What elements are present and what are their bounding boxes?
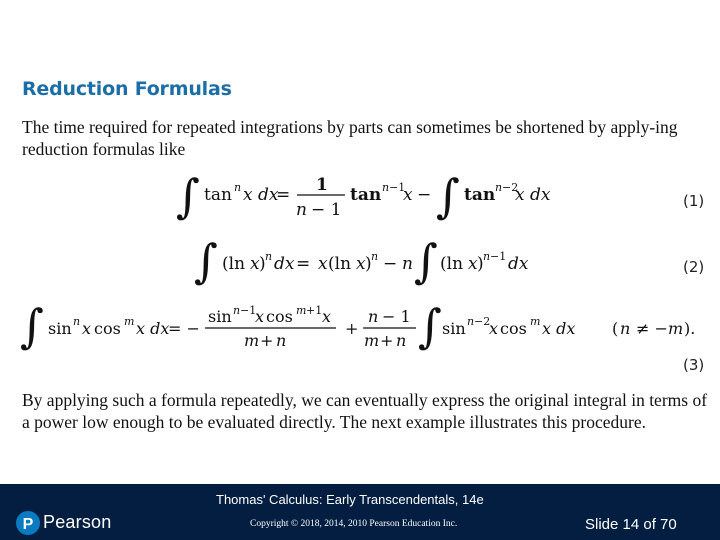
svg-text:tan: tan xyxy=(350,185,382,205)
svg-text:∫: ∫ xyxy=(194,234,218,288)
svg-text:−: − xyxy=(417,185,432,205)
svg-text:x dx: x dx xyxy=(243,185,279,205)
svg-text:≠ −: ≠ − xyxy=(636,319,668,338)
svg-text:n: n xyxy=(396,331,407,350)
svg-text:∫: ∫ xyxy=(418,300,442,353)
svg-text:−1: −1 xyxy=(490,250,507,263)
svg-text:n: n xyxy=(467,315,475,328)
svg-text:n: n xyxy=(371,250,379,263)
svg-text:): ) xyxy=(477,254,484,274)
svg-text:cos: cos xyxy=(266,307,293,326)
equation-2-render xyxy=(0,233,720,293)
intro-paragraph: The time required for repeated integrations by parts can sometimes be shortened by apply-ing reduction formulas like xyxy=(22,117,678,159)
svg-text:cos: cos xyxy=(500,319,527,338)
svg-text:sin: sin xyxy=(442,319,466,338)
svg-text:m: m xyxy=(668,319,684,338)
footer-copyright: Copyright © 2018, 2014, 2010 Pearson Education Inc. xyxy=(250,519,458,529)
svg-text:n: n xyxy=(276,331,287,350)
svg-text:x: x xyxy=(250,254,260,274)
svg-text:n: n xyxy=(233,304,241,317)
svg-text:1: 1 xyxy=(316,175,328,195)
svg-text:x dx: x dx xyxy=(136,319,170,338)
svg-text:x: x xyxy=(489,319,499,338)
slide-number: Slide 14 of 70 xyxy=(585,516,677,533)
svg-text:x: x xyxy=(356,254,366,274)
svg-text:n: n xyxy=(483,250,491,263)
svg-text:−1: −1 xyxy=(240,304,257,317)
svg-text:(ln: (ln xyxy=(328,254,352,274)
svg-text:− 1: − 1 xyxy=(311,200,342,220)
svg-text:n: n xyxy=(620,319,631,338)
svg-text:m: m xyxy=(124,315,135,328)
equation-3 xyxy=(0,300,720,374)
equation-3-render xyxy=(0,300,720,360)
slide-heading: Reduction Formulas xyxy=(22,78,232,100)
equation-1 xyxy=(0,170,720,230)
svg-text:x: x xyxy=(255,307,265,326)
svg-text:= −: = − xyxy=(168,319,200,338)
svg-text:n: n xyxy=(265,250,273,263)
svg-text:+: + xyxy=(260,331,274,350)
equation-3-tag: (3) xyxy=(683,356,705,374)
equation-1-tag: (1) xyxy=(683,192,705,210)
svg-text:x: x xyxy=(318,254,328,274)
pearson-logo-text: Pearson xyxy=(43,512,112,532)
svg-text:n: n xyxy=(382,181,390,194)
svg-text:cos: cos xyxy=(94,319,121,338)
svg-text:sin: sin xyxy=(208,307,232,326)
svg-text:m: m xyxy=(530,315,541,328)
svg-text:x: x xyxy=(82,319,92,338)
footer-book-title: Thomas' Calculus: Early Transcendentals, 14e xyxy=(216,492,484,507)
svg-text:=: = xyxy=(276,185,291,205)
svg-text:).: ). xyxy=(684,319,696,338)
svg-text:sin: sin xyxy=(48,319,72,338)
svg-text:(ln: (ln xyxy=(440,254,464,274)
svg-text:−: − xyxy=(383,254,398,274)
svg-text:dx: dx xyxy=(274,254,295,274)
svg-text:−2: −2 xyxy=(502,181,519,194)
svg-text:): ) xyxy=(365,254,372,274)
svg-text:∫: ∫ xyxy=(436,170,460,223)
svg-text:n: n xyxy=(234,181,242,194)
svg-text:∫: ∫ xyxy=(414,234,438,288)
svg-text:x dx: x dx xyxy=(515,185,551,205)
svg-text:−1: −1 xyxy=(389,181,406,194)
svg-text:x: x xyxy=(403,185,413,205)
svg-text:): ) xyxy=(259,254,266,274)
svg-text:m: m xyxy=(244,331,260,350)
closing-paragraph: By applying such a formula repeatedly, we can eventually express the original integral in terms of a power low enough to be evaluated directly. The next example illustrates this procedure. xyxy=(22,390,708,432)
svg-text:tan: tan xyxy=(464,185,496,205)
equation-1-render xyxy=(0,170,720,230)
svg-text:− 1: − 1 xyxy=(382,307,411,326)
svg-text:m: m xyxy=(364,331,380,350)
svg-text:−2: −2 xyxy=(474,315,491,328)
svg-text:∫: ∫ xyxy=(176,170,200,223)
svg-text:x: x xyxy=(322,307,332,326)
svg-text:x: x xyxy=(468,254,478,274)
equation-2-tag: (2) xyxy=(683,258,705,276)
pearson-logo-icon xyxy=(16,511,40,535)
svg-text:n: n xyxy=(368,307,379,326)
svg-text:x dx: x dx xyxy=(542,319,576,338)
svg-text:dx: dx xyxy=(508,254,529,274)
footer-bar xyxy=(0,484,720,540)
svg-text:=: = xyxy=(296,254,311,274)
svg-text:(ln: (ln xyxy=(222,254,246,274)
svg-text:P: P xyxy=(22,516,34,533)
svg-text:tan: tan xyxy=(204,185,232,205)
svg-text:n: n xyxy=(402,254,413,274)
svg-text:+1: +1 xyxy=(306,304,323,317)
svg-text:n: n xyxy=(73,315,81,328)
svg-text:+: + xyxy=(345,319,359,338)
svg-text:(: ( xyxy=(612,319,619,338)
svg-text:+: + xyxy=(380,331,394,350)
svg-text:∫: ∫ xyxy=(20,300,44,353)
svg-text:n: n xyxy=(495,181,503,194)
svg-text:m: m xyxy=(296,304,307,317)
equation-2 xyxy=(0,233,720,293)
svg-text:n: n xyxy=(296,200,307,220)
